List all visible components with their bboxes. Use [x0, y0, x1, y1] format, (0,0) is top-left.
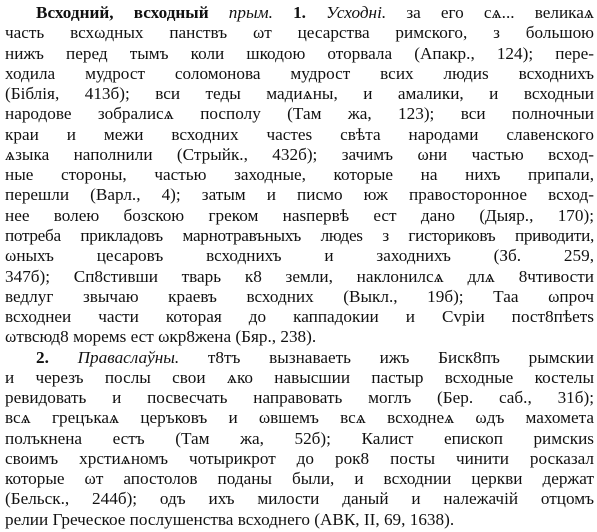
part-of-speech: прым. [228, 3, 273, 22]
sense-text-line-overflow: релии Греческое послушенства всходнего (АВК, II, 69, 1638). [5, 509, 455, 529]
sense-text-line: ные стороны, частью заходные, которые на нихъ припали, [5, 165, 594, 185]
sense-text-line: краи и межи всходних частеѕ свѣта народами славенского [5, 124, 594, 144]
sense-text-line: 347б); Сп8стивши тварь к8 земли, наклонилсѧ длѧ 8чтивости [5, 266, 594, 286]
sense-text-line: ходила мудрост соломонова мудрост всих людиѕ всходнихъ [5, 63, 594, 83]
headword: Всходний, всходный [36, 3, 209, 22]
sense-text-line: перешли (Варл., 4); затым и писмо юж правосторонное всход- [5, 185, 594, 205]
sense-text-line: (Біблія, 413б); вси теды мадиѧны, и амалики, и всходныи [5, 84, 594, 104]
sense-number: 1. [293, 3, 306, 22]
sense-2-line [36, 348, 594, 368]
entry-line [36, 3, 594, 23]
sense-text-line: нижъ перед тымъ коли шкодою оторвала (Апакр., 124); пере- [5, 43, 594, 63]
sense-text-line: т8тъ вызнаваеть ижъ Биск8пъ рымскии [207, 347, 594, 367]
sense-text-line: (Бельск., 244б); одъ ихъ милости даный и належачій отцомъ [5, 489, 594, 509]
sense-text-line: и черезъ послы свои ѧко навысшии пастыр всходные костелы [5, 367, 594, 387]
sense-number: 2. [36, 347, 49, 367]
sense-text-line: за его сѧ... великаѧ [406, 3, 595, 22]
sense-text-line: часть всхωдных панствъ ωт цесарства римского, з большою [5, 23, 594, 43]
sense-gloss: Праваслаўны. [77, 347, 180, 367]
sense-text-line: всѧ грецъкаѧ церъковъ и ωвшемъ всѧ всходнеѧ ωдъ махомета [5, 408, 594, 428]
sense-text-line: ведлуг звычаю краевъ всходних (Выкл., 19б); Таа ωпроч [5, 286, 594, 306]
sense-text-line: нее волею бозскою греком наѕпервѣ ест дано (Дыяр., 170); [5, 205, 594, 225]
sense-text-line: ωныхъ цесаровъ всходнихъ и заходнихъ (Зб. 259, [5, 246, 594, 266]
sense-text-line: ѧзыка наполнили (Стрыйк., 432б); зачимъ ωни частью всход- [5, 144, 594, 164]
sense-text-line: ωтвсюд8 моремѕ ест ωкр8жена (Бяр., 238). [5, 327, 317, 347]
sense-text-line: потреба прикладовъ марнотравъныхъ людеѕ з гисториковъ приводити, [5, 225, 594, 245]
sense-text-line: ревидовать и посвесчать направовать моглъ (Бер. саб., 31б); [5, 388, 594, 408]
sense-text-line: своимъ хрстиѧномъ чотырикрот до рок8 посты чинити росказал [5, 448, 594, 468]
sense-text-line: которые ωт апостолов поданы были, и всходнии церкви держат [5, 469, 594, 489]
sense-text-line: народове зобралисѧ посполу (Там жа, 123); вси полночныи [5, 104, 594, 124]
sense-text-line: всходнеи части которая до каппадокии и Сvріи пост8пѣетѕ [5, 307, 594, 327]
sense-text-line: полъкнена естъ (Там жа, 52б); Калист епископ римскиѕ [5, 428, 594, 448]
sense-gloss: Усходні. [326, 3, 387, 22]
